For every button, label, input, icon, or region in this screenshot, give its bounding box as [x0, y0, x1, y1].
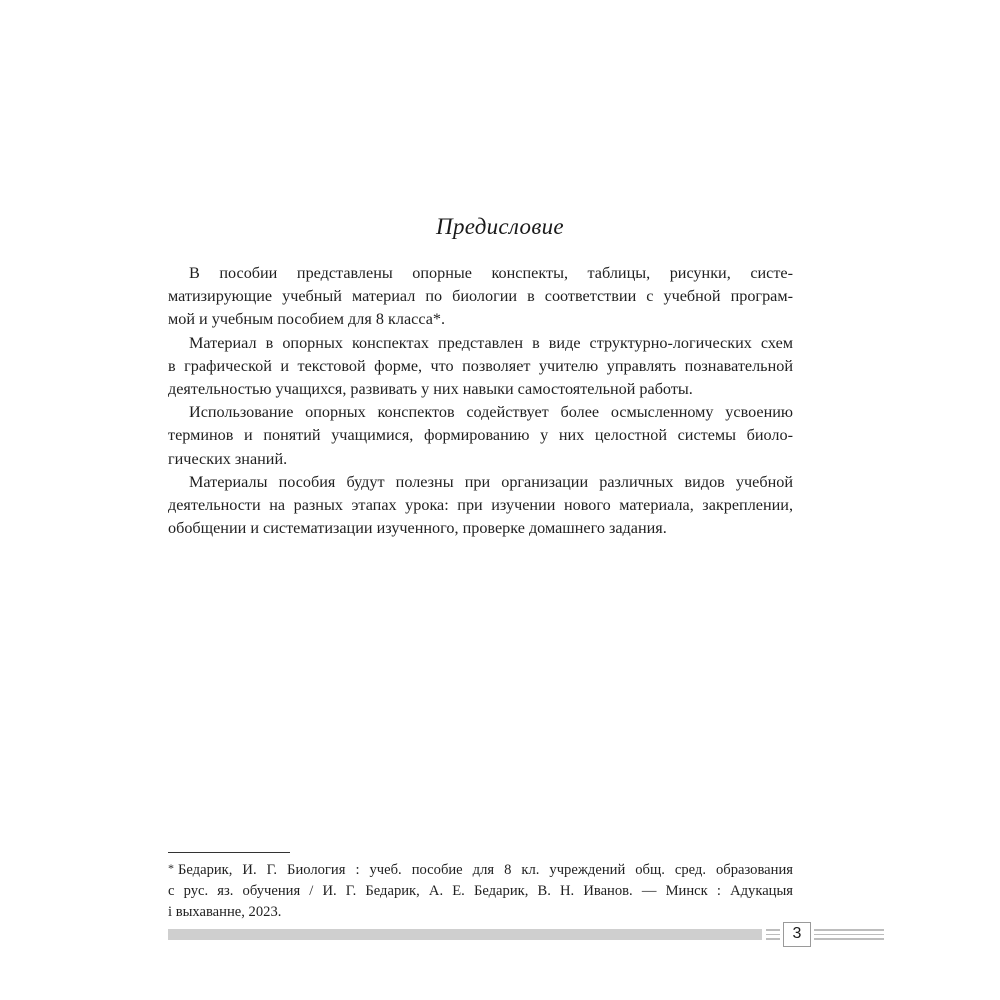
footnote-mark: *	[168, 861, 174, 875]
footnote-line	[168, 858, 793, 881]
paragraph	[168, 262, 793, 332]
page-number: 3	[783, 922, 811, 947]
footer-decor-lines-left	[766, 928, 780, 941]
paragraph	[168, 471, 793, 541]
footnote-divider	[168, 852, 290, 853]
body-text	[168, 262, 793, 540]
text-line: в графической и текстовой форме, что позволяет учителю управлять познавательной	[168, 356, 793, 375]
paragraph	[168, 401, 793, 471]
text-line: матизирующие учебный материал по биологии в соответствии с учебной програм-	[168, 287, 793, 306]
paragraph	[168, 332, 793, 402]
footer-decor-lines-right	[814, 928, 884, 941]
text-line: деятельностью учащихся, развивать у них навыки самостоятельной работы.	[168, 380, 693, 399]
text-line: деятельности на разных этапах урока: при изучении нового материала, закреплении,	[168, 496, 793, 515]
footnote	[168, 858, 793, 923]
text-line: Материалы пособия будут полезны при организации различных видов учебной	[189, 472, 793, 491]
text-line: Использование опорных конспектов содействует более осмысленному усвоению	[189, 403, 793, 422]
text-line: гических знаний.	[168, 449, 288, 468]
text-line: терминов и понятий учащимися, формированию у них целостной системы биоло-	[168, 426, 793, 445]
page-title: Предисловие	[436, 214, 564, 239]
text-line: Материал в опорных конспектах представлен в виде структурно-логических схем	[189, 333, 793, 352]
text-line: мой и учебным пособием для 8 класса*.	[168, 310, 446, 329]
text-line: В пособии представлены опорные конспекты, таблицы, рисунки, систе-	[189, 264, 793, 282]
footer-bar	[168, 929, 762, 940]
text-line: обобщении и систематизации изученного, проверке домашнего задания.	[168, 519, 667, 538]
footnote-line: с рус. яз. обучения / И. Г. Бедарик, А. Е. Бедарик, В. Н. Иванов. — Минск : Адукацыя	[168, 883, 793, 899]
footnote-text: Бедарик, И. Г. Биология : учеб. пособие для 8 кл. учреждений общ. сред. образования	[178, 862, 793, 878]
footnote-line: і выхаванне, 2023.	[168, 904, 282, 920]
